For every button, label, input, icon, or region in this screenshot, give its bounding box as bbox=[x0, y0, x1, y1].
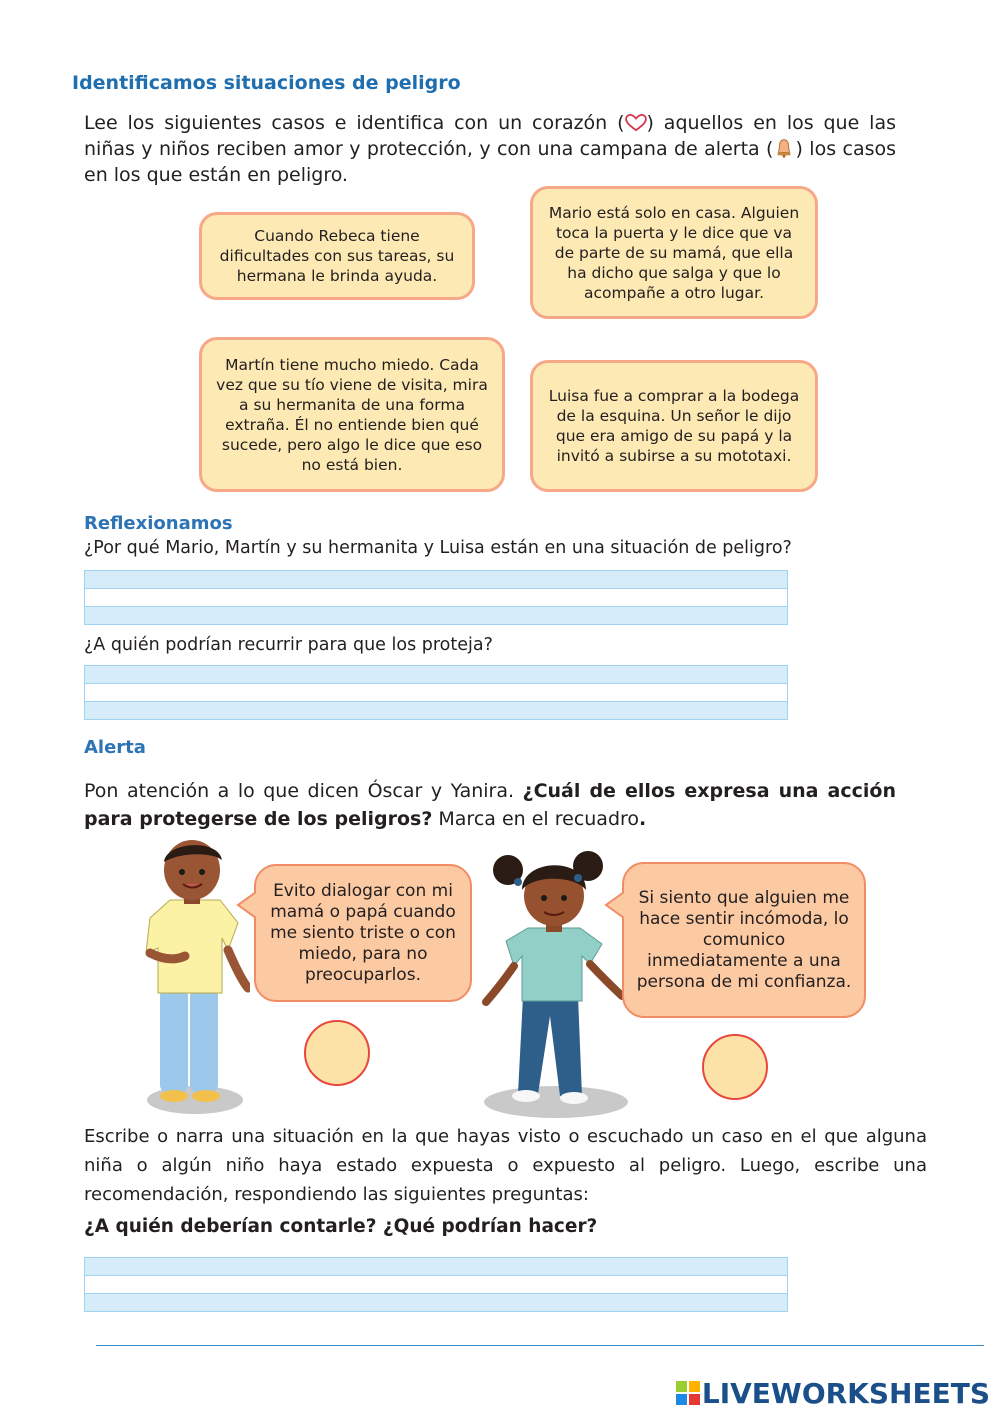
case-card-mario[interactable] bbox=[530, 186, 818, 319]
case-card-luisa[interactable] bbox=[530, 360, 818, 492]
yanira-speech-text: Si siento que alguien me hace sentir incómoda, lo comunico inmediatamente a una persona de mi confianza. bbox=[636, 887, 852, 992]
reflexionamos-title: Reflexionamos bbox=[84, 513, 233, 534]
intro-paragraph bbox=[84, 110, 896, 188]
alerta-question: ¿Cuál de ellos expresa una acción para protegerse de los peligros? bbox=[84, 780, 896, 830]
escribe-question: ¿A quién deberían contarle? ¿Qué podrían hacer? bbox=[84, 1216, 598, 1237]
alerta-text-2: Marca en el recuadro bbox=[432, 808, 640, 830]
page-title: Identificamos situaciones de peligro bbox=[72, 72, 461, 94]
intro-text-1: Lee los siguientes casos e identifica con un corazón ( bbox=[84, 112, 625, 134]
case-card-rebeca[interactable] bbox=[199, 212, 475, 300]
liveworksheets-mark-icon bbox=[676, 1381, 700, 1405]
question-1: ¿Por qué Mario, Martín y su hermanita y Luisa están en una situación de peligro? bbox=[84, 538, 792, 558]
case-text: Cuando Rebeca tiene dificultades con sus tareas, su hermana le brinda ayuda. bbox=[219, 227, 455, 285]
case-text: Martín tiene mucho miedo. Cada vez que su tío viene de visita, mira a su hermanita de una forma extraña. Él no entiende bien qué sucede, pero algo le dice que eso no está bien. bbox=[216, 355, 488, 474]
question-2: ¿A quién podrían recurrir para que los proteja? bbox=[84, 635, 493, 655]
answer-circle-yanira[interactable] bbox=[702, 1034, 768, 1100]
answer-field-2[interactable] bbox=[84, 665, 788, 720]
bubble-tail bbox=[604, 890, 626, 920]
bubble-tail bbox=[236, 890, 258, 920]
heart-outline-icon bbox=[625, 114, 647, 132]
oscar-speech-bubble bbox=[254, 864, 472, 1002]
answer-circle-oscar[interactable] bbox=[304, 1020, 370, 1086]
alerta-instructions bbox=[84, 777, 896, 833]
case-text: Mario está solo en casa. Alguien toca la puerta y le dice que va de parte de su mamá, que ella ha dicho que salga y que lo acompañe a otro lugar. bbox=[548, 203, 800, 302]
alerta-text-1: Pon atención a lo que dicen Óscar y Yanira. bbox=[84, 780, 523, 802]
liveworksheets-logo[interactable] bbox=[676, 1376, 990, 1410]
logo-text: LIVEWORKSHEETS bbox=[701, 1376, 990, 1410]
alert-bell-icon bbox=[773, 137, 795, 159]
case-card-martin[interactable] bbox=[199, 337, 505, 492]
yanira-illustration bbox=[478, 846, 628, 1122]
yanira-speech-bubble bbox=[622, 862, 866, 1018]
footer-divider bbox=[96, 1345, 984, 1346]
case-text: Luisa fue a comprar a la bodega de la esquina. Un señor le dijo que era amigo de su papá y la invitó a subirse a su mototaxi. bbox=[548, 387, 800, 465]
answer-field-3[interactable] bbox=[84, 1257, 788, 1312]
answer-field-1[interactable] bbox=[84, 570, 788, 625]
oscar-speech-text: Evito dialogar con mi mamá o papá cuando me siento triste o con miedo, para no preocuparlos. bbox=[270, 880, 456, 985]
oscar-illustration bbox=[140, 838, 250, 1120]
alerta-title: Alerta bbox=[84, 737, 146, 758]
intro-text-3: ) los casos en los que están en peligro. bbox=[84, 138, 897, 186]
escribe-instructions: Escribe o narra una situación en la que hayas visto o escuchado un caso en el que alguna niña o algún niño haya estado expuesta o expuesto al peligro. Luego, escribe una recomendación, respondiendo las siguientes preguntas: bbox=[84, 1126, 927, 1205]
intro-text-2: ) aquellos en los que las niñas y niños reciben amor y protección, y con una campana de alerta ( bbox=[84, 112, 896, 160]
alerta-period: . bbox=[639, 808, 647, 830]
